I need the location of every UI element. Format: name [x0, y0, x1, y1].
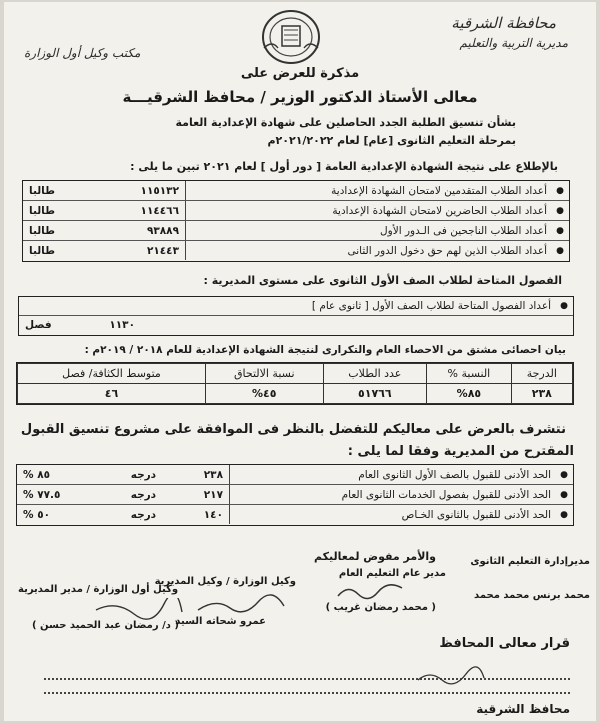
row-value: ٩٣٨٨٩ طالبا [29, 224, 179, 237]
section1-heading: بالإطلاع على نتيجة الشهادة الإعدادية العامة [ دور أول ] لعام ٢٠٢١ تبين ما يلى : [130, 160, 558, 173]
bullet-icon: ● [560, 301, 568, 311]
cell: ٢٣٨ [511, 384, 572, 404]
decision-dotted-line [44, 692, 570, 694]
table-row [17, 465, 573, 485]
bullet-icon: ● [556, 225, 564, 236]
table-row [17, 505, 573, 524]
emblem-seal-icon [258, 8, 324, 66]
signature-general-director-name: ( محمد رمضان غريب ) [325, 602, 436, 613]
header-directorate: مديرية التربية والتعليم [459, 36, 568, 50]
row-value: ٢٣٨ درجه ٨٥ % [23, 468, 223, 481]
closing-line: والأمر مفوض لمعاليكم [313, 550, 436, 563]
row-label: الحد الأدنى للقبول بالصف الأول الثانوى العام [358, 468, 551, 481]
header-cell: نسبة الالتحاق [206, 364, 324, 384]
proposal-table [16, 464, 574, 526]
signature-secondary-manager-title: مديرإدارة التعليم الثانوى [470, 556, 590, 567]
header-deputy-office: مكتب وكيل أول الوزارة [24, 46, 141, 60]
signature-secondary-manager-name: محمد برنس محمد محمد [474, 590, 590, 601]
row-label: أعداد الطلاب الناجحين فى الـدور الأول [380, 224, 547, 237]
bullet-icon: ● [556, 245, 564, 256]
document-page [4, 2, 596, 721]
row-value: ١١٣٠ فصل [25, 319, 135, 331]
row-value: ٢١٤٤٣ طالبا [29, 244, 179, 257]
memo-addressee: معالى الأستاذ الدكتور الوزير / محافظ الشرقيـــة [122, 88, 478, 106]
table-row [17, 485, 573, 505]
row-label: أعداد الفصول المتاحة لطلاب الصف الأول [ ثانوى عام ] [311, 300, 551, 312]
bullet-icon: ● [560, 489, 568, 500]
signature-undersecretary-name: عمرو شحاته السيد [175, 616, 266, 627]
governor-title: محافظ الشرقية [476, 702, 570, 716]
cell: ٨٥% [427, 384, 511, 404]
table-row [23, 181, 569, 201]
signature-undersecretary-title: وكيل الوزارة / وكيل المديرية [154, 576, 296, 587]
section2-heading: الفصول المتاحة لطلاب الصف الأول الثانوى على مستوى المديرية : [203, 274, 562, 287]
memo-subject-year: بمرحلة التعليم الثانوى [عام] لعام ٢٠٢١/٢٠٢٢م [267, 134, 516, 147]
bullet-icon: ● [560, 509, 568, 520]
bullet-icon: ● [556, 205, 564, 216]
decision-dotted-line [44, 678, 570, 680]
table-row [23, 221, 569, 241]
table-header-row [18, 364, 573, 384]
section3-heading: بيان احصائى مشتق من الاحصاء العام والتكرارى لنتيجة الشهادة الإعدادية للعام ٢٠١٨ / ٢٠١٩م : [84, 344, 566, 356]
table-row [18, 384, 573, 404]
section2-table [18, 296, 574, 336]
proposal-line1: نتشرف بالعرض على معاليكم للتفضل بالنظر فى الموافقة على مشروع تنسيق القبول [20, 422, 566, 437]
signature-first-undersecretary-title: وكيل أول الوزارة / مدير المديرية [18, 584, 179, 595]
row-label: أعداد الطلاب الحاضرين لامتحان الشهادة الإعدادية [332, 204, 547, 217]
proposal-line2: المقترح من المديرية وفقا لما يلى : [347, 444, 574, 459]
statistics-table [16, 362, 574, 405]
row-value: ١١٤٤٦٦ طالبا [29, 204, 179, 217]
row-label: الحد الأدنى للقبول بفصول الخدمات الثانوى العام [341, 488, 551, 501]
signature-first-undersecretary-name: ( د/ رمضان عبد الحميد حسن ) [32, 620, 179, 631]
table-row [19, 297, 573, 316]
bullet-icon: ● [556, 185, 564, 196]
header-cell: الدرجة [511, 364, 572, 384]
cell: ٤٦ [18, 384, 206, 404]
signature-general-director-title: مدير عام التعليم العام [338, 568, 446, 579]
governor-decision-title: قرار معالى المحافظ [439, 636, 570, 651]
table-row [23, 241, 569, 260]
row-value: ١٤٠ درجه ٥٠ % [23, 508, 223, 521]
section1-table [22, 180, 570, 262]
memo-subject: بشأن تنسيق الطلبة الجدد الحاصلين على شهادة الإعدادية العامة [175, 116, 516, 129]
header-cell: النسبة % [427, 364, 511, 384]
table-row [23, 201, 569, 221]
cell: ٥١٧٦٦ [323, 384, 427, 404]
memo-title: مذكرة للعرض على [240, 66, 360, 81]
bullet-icon: ● [560, 469, 568, 480]
header-cell: متوسط الكثافة/ فصل [18, 364, 206, 384]
table-row [19, 316, 573, 334]
row-value: ٢١٧ درجه ٧٧.٥ % [23, 488, 223, 501]
header-governorate: محافظة الشرقية [451, 14, 556, 32]
header-cell: عدد الطلاب [323, 364, 427, 384]
row-label: أعداد الطلاب المتقدمين لامتحان الشهادة الإعدادية [331, 184, 547, 197]
row-label: أعداد الطلاب الذين لهم حق دخول الدور الثانى [347, 244, 547, 257]
cell: ٤٥% [206, 384, 324, 404]
signature-scribble-icon [416, 666, 486, 692]
row-label: الحد الأدنى للقبول بالثانوى الخـاص [401, 508, 551, 521]
row-value: ١١٥١٣٢ طالبا [29, 184, 179, 197]
